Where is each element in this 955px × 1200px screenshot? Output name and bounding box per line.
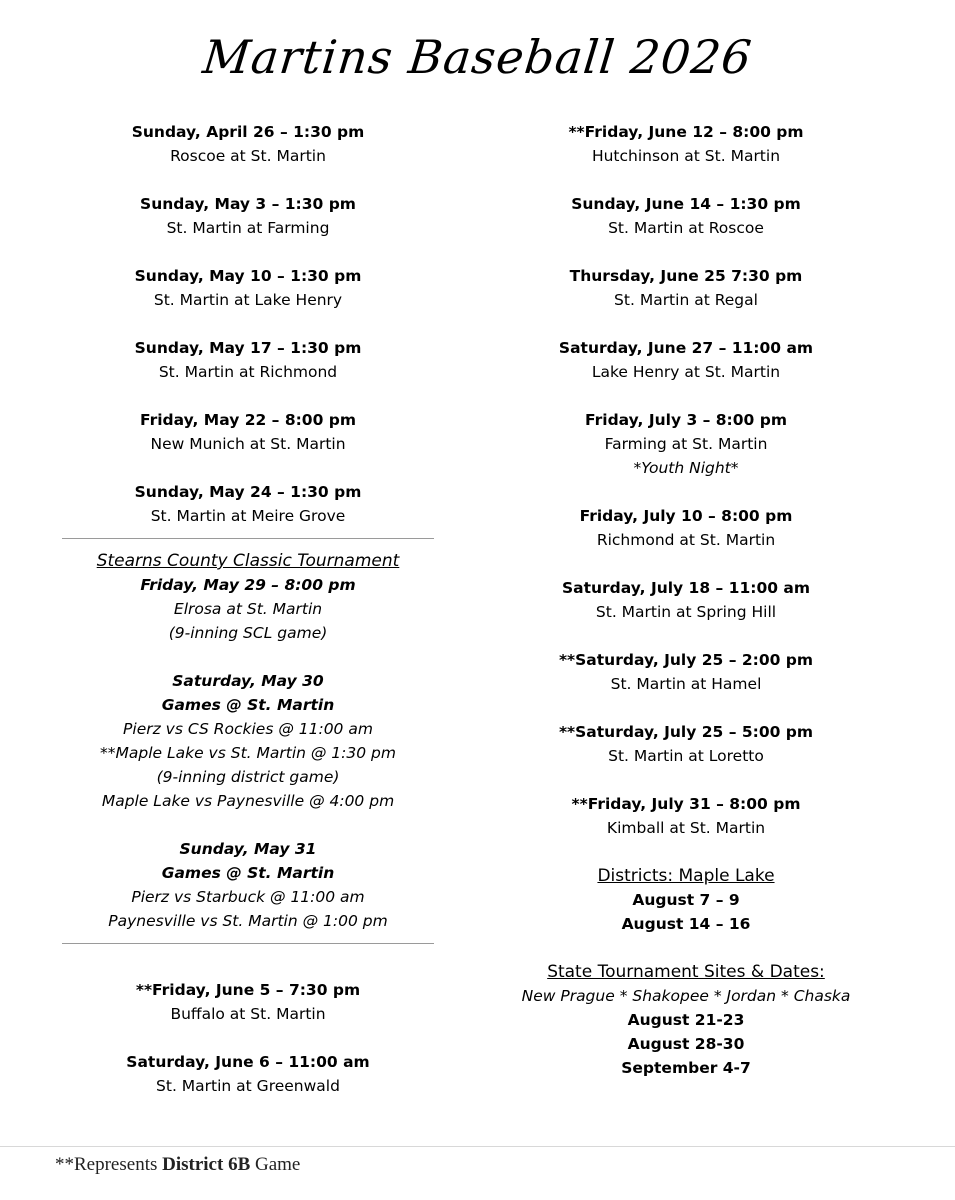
game-matchup: St. Martin at Meire Grove bbox=[150, 507, 346, 525]
game-date: Sunday, May 10 – 1:30 pm bbox=[134, 267, 362, 285]
state-tournament-date: August 21-23 bbox=[627, 1011, 745, 1029]
game-date: **Saturday, July 25 – 5:00 pm bbox=[558, 723, 814, 741]
game-matchup: Roscoe at St. Martin bbox=[170, 147, 326, 165]
game-matchup: St. Martin at Spring Hill bbox=[595, 603, 777, 621]
game-note: (9-inning district game) bbox=[156, 768, 340, 786]
game-date: **Friday, July 31 – 8:00 pm bbox=[571, 795, 801, 813]
tournament-heading: Stearns County Classic Tournament bbox=[96, 551, 400, 571]
section-divider bbox=[62, 943, 434, 944]
game-date: Friday, May 29 – 8:00 pm bbox=[140, 576, 356, 594]
page-title: Martins Baseball 2026 bbox=[200, 30, 755, 84]
state-tournament-date: August 28-30 bbox=[627, 1035, 745, 1053]
schedule-left-column bbox=[62, 120, 434, 1098]
districts-heading: Districts: Maple Lake bbox=[597, 866, 775, 886]
game-matchup: Buffalo at St. Martin bbox=[170, 1005, 326, 1023]
game-date: Thursday, June 25 7:30 pm bbox=[569, 267, 803, 285]
game-date: Friday, July 3 – 8:00 pm bbox=[585, 411, 787, 429]
game-date: **Saturday, July 25 – 2:00 pm bbox=[558, 651, 814, 669]
game-matchup: Farming at St. Martin bbox=[604, 435, 768, 453]
game-matchup: Hutchinson at St. Martin bbox=[591, 147, 781, 165]
game-matchup: St. Martin at Richmond bbox=[158, 363, 338, 381]
game-date: Friday, May 22 – 8:00 pm bbox=[139, 411, 357, 429]
tournament-day: Saturday, May 30 bbox=[172, 672, 324, 690]
districts-date: August 7 – 9 bbox=[632, 891, 740, 909]
game-date: Sunday, May 17 – 1:30 pm bbox=[134, 339, 362, 357]
game-date: Saturday, July 18 – 11:00 am bbox=[561, 579, 811, 597]
tournament-venue: Games @ St. Martin bbox=[161, 696, 335, 714]
game-matchup: **Maple Lake vs St. Martin @ 1:30 pm bbox=[100, 744, 396, 762]
game-matchup: Maple Lake vs Paynesville @ 4:00 pm bbox=[101, 792, 395, 810]
game-date: Saturday, June 27 – 11:00 am bbox=[558, 339, 814, 357]
districts-date: August 14 – 16 bbox=[621, 915, 751, 933]
game-matchup: St. Martin at Lake Henry bbox=[153, 291, 343, 309]
footer-prefix: **Represents bbox=[55, 1154, 163, 1175]
tournament-day: Sunday, May 31 bbox=[179, 840, 317, 858]
state-tournament-heading: State Tournament Sites & Dates: bbox=[547, 962, 825, 982]
state-tournament-sites: New Prague * Shakopee * Jordan * Chaska bbox=[521, 987, 851, 1005]
schedule-right-column bbox=[500, 120, 872, 1080]
tournament-venue: Games @ St. Martin bbox=[161, 864, 335, 882]
game-date: Sunday, May 24 – 1:30 pm bbox=[134, 483, 362, 501]
game-matchup: Elrosa at St. Martin bbox=[173, 600, 323, 618]
game-note: *Youth Night* bbox=[633, 459, 739, 477]
game-date: Saturday, June 6 – 11:00 am bbox=[126, 1053, 370, 1071]
game-matchup: St. Martin at Roscoe bbox=[608, 219, 764, 237]
game-matchup: St. Martin at Regal bbox=[614, 291, 758, 309]
game-matchup: Pierz vs Starbuck @ 11:00 am bbox=[131, 888, 365, 906]
game-matchup: New Munich at St. Martin bbox=[150, 435, 346, 453]
game-matchup: St. Martin at Greenwald bbox=[156, 1077, 340, 1095]
game-matchup: Pierz vs CS Rockies @ 11:00 am bbox=[123, 720, 373, 738]
game-date: **Friday, June 12 – 8:00 pm bbox=[568, 123, 804, 141]
game-matchup: St. Martin at Farming bbox=[166, 219, 330, 237]
game-matchup: St. Martin at Loretto bbox=[608, 747, 764, 765]
game-matchup: Kimball at St. Martin bbox=[606, 819, 766, 837]
game-date: Sunday, April 26 – 1:30 pm bbox=[131, 123, 365, 141]
section-divider bbox=[62, 538, 434, 539]
footer-suffix: Game bbox=[250, 1154, 301, 1175]
game-matchup: Lake Henry at St. Martin bbox=[591, 363, 781, 381]
game-date: Sunday, May 3 – 1:30 pm bbox=[140, 195, 356, 213]
game-matchup: Richmond at St. Martin bbox=[596, 531, 776, 549]
game-date: Friday, July 10 – 8:00 pm bbox=[579, 507, 793, 525]
footer-legend bbox=[55, 1154, 300, 1176]
game-date: **Friday, June 5 – 7:30 pm bbox=[135, 981, 361, 999]
footer-district: District 6B bbox=[162, 1154, 251, 1175]
footer-divider bbox=[0, 1146, 955, 1147]
game-matchup: St. Martin at Hamel bbox=[610, 675, 762, 693]
game-note: (9-inning SCL game) bbox=[168, 624, 328, 642]
game-matchup: Paynesville vs St. Martin @ 1:00 pm bbox=[108, 912, 388, 930]
game-date: Sunday, June 14 – 1:30 pm bbox=[571, 195, 801, 213]
state-tournament-date: September 4-7 bbox=[621, 1059, 751, 1077]
